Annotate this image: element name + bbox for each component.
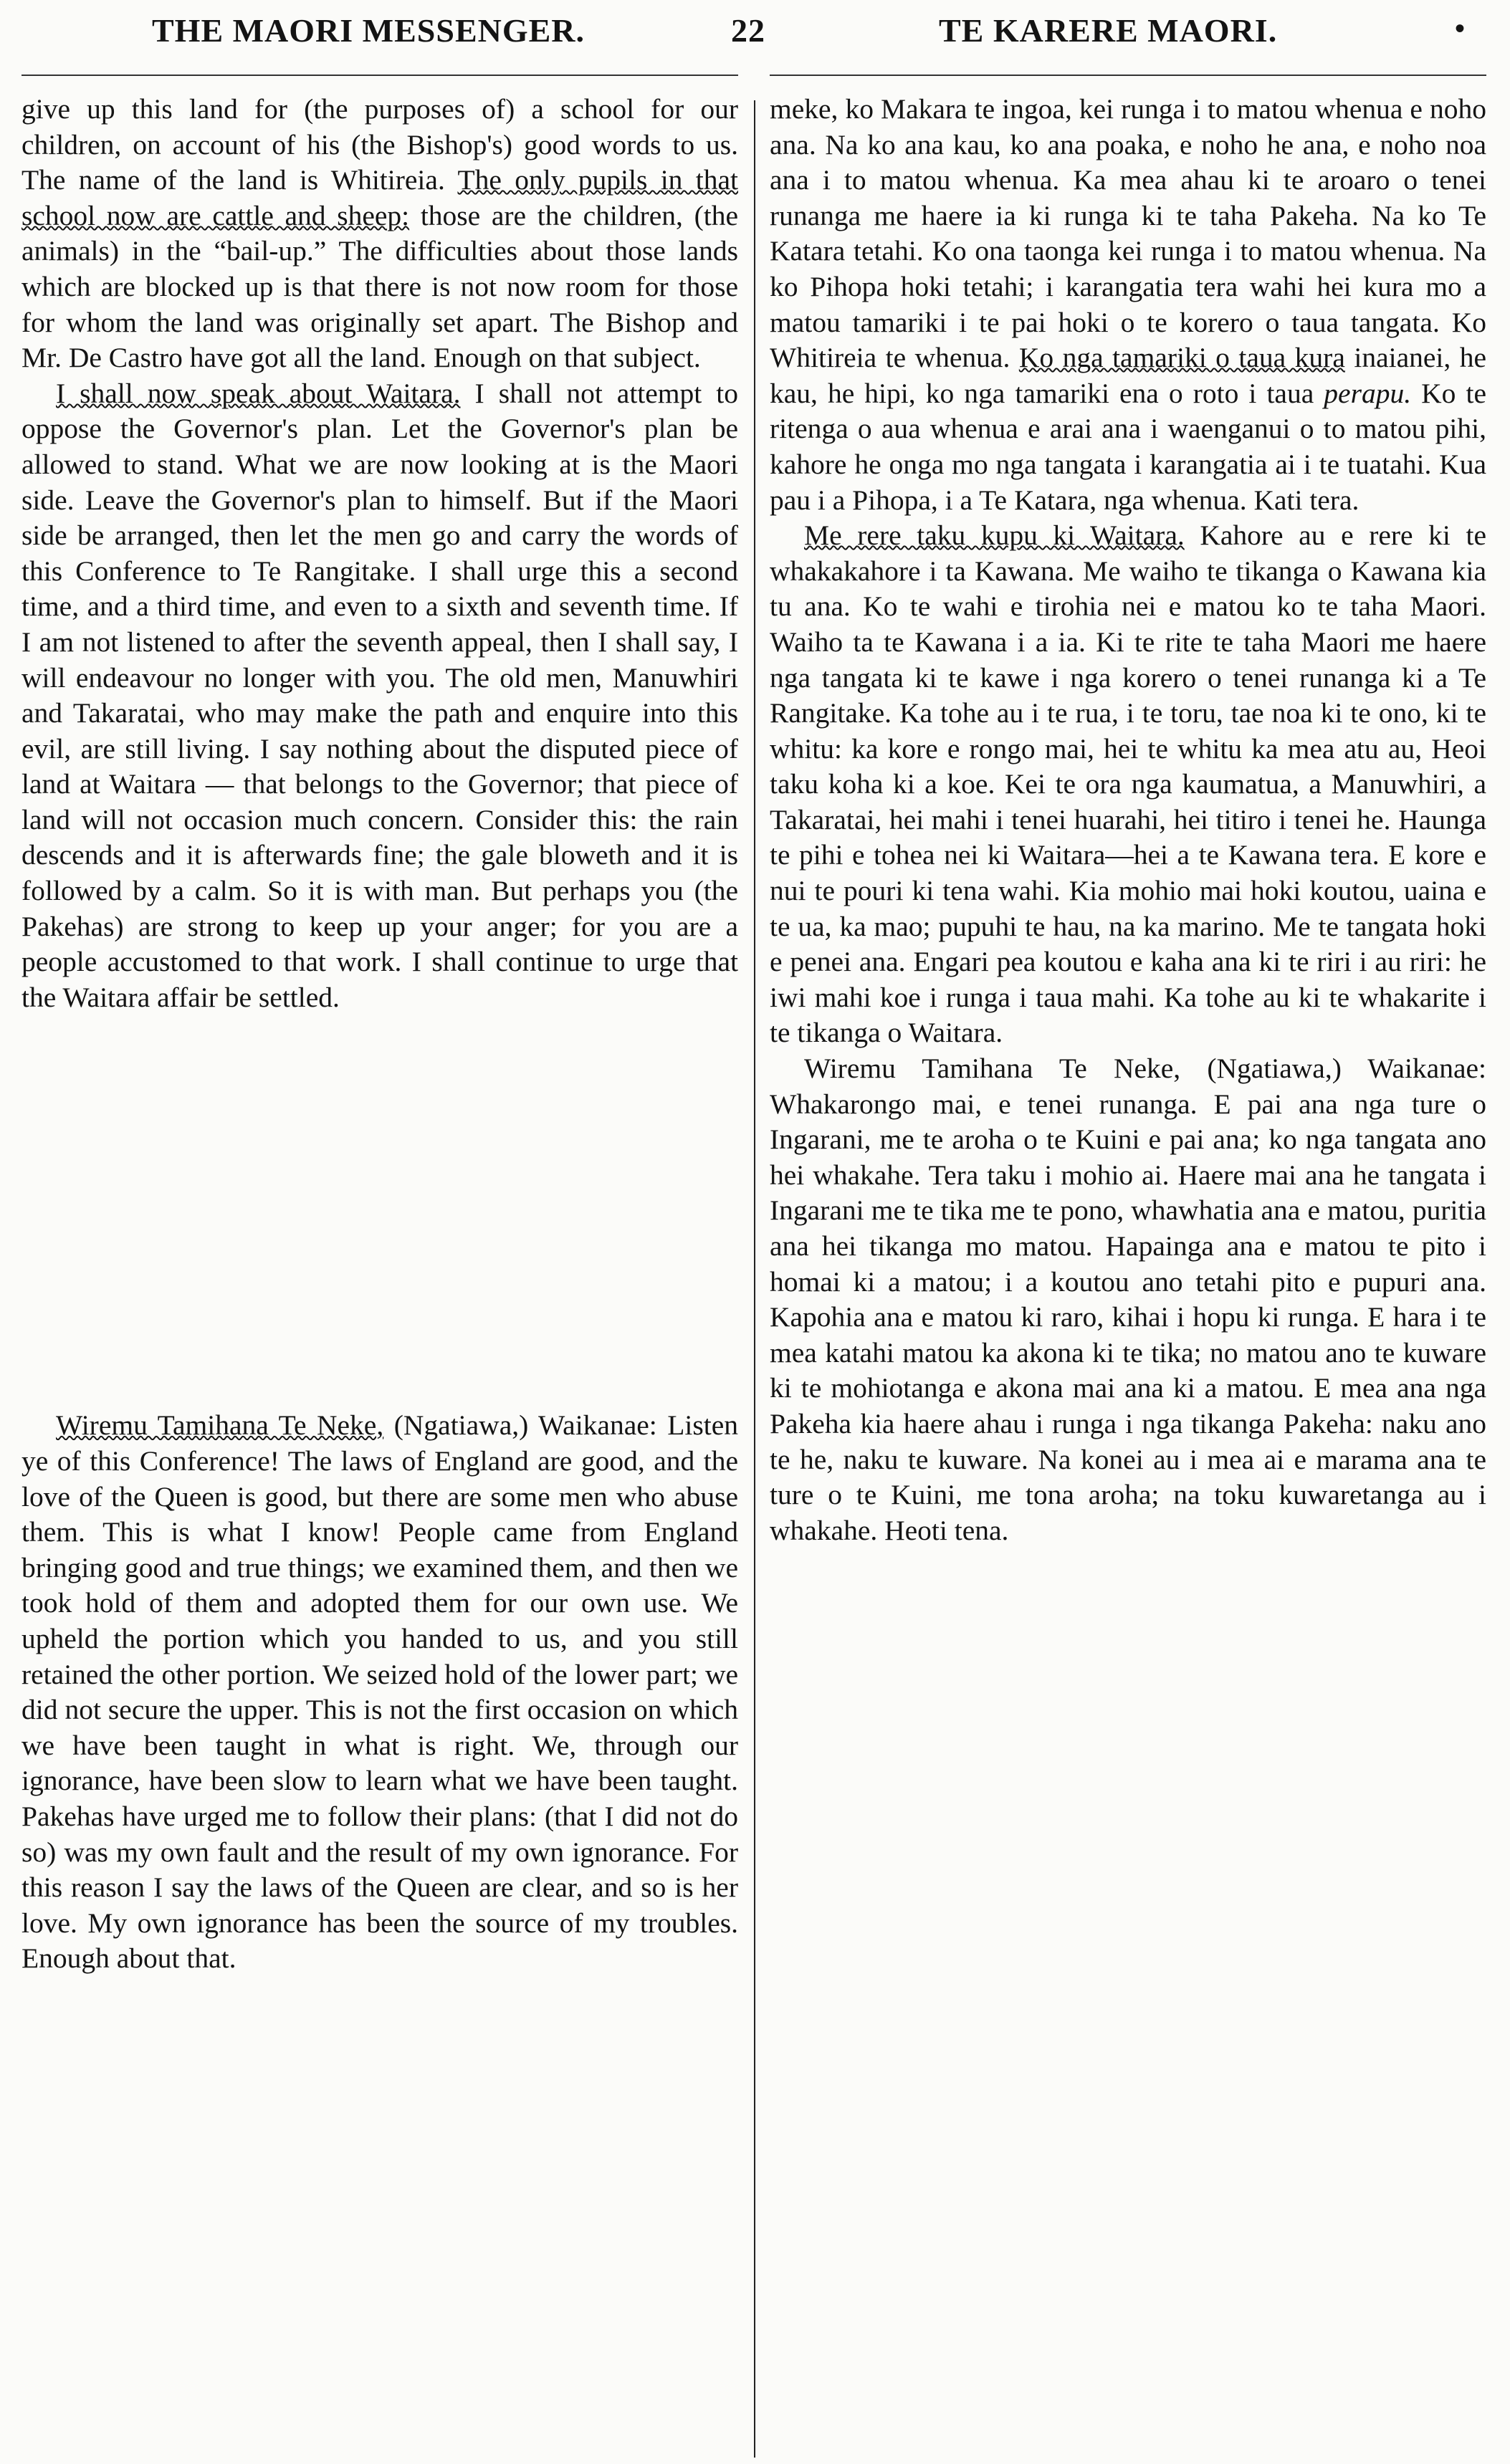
italic-word: perapu. xyxy=(1324,377,1412,409)
english-paragraph-te-neke: Wiremu Tamihana Te Neke, (Ngatiawa,) Waikanae: Listen ye of this Conference! The laws of England are good, and the love of the Queen is good, but there are some men who abuse them. This is what I know! People came from England bringing good and true things; we examined them, and then we took hold of them and adopted them for our own use. We upheld the portion which you handed to us, and you still retained the other portion. We seized hold of the lower part; we did not secure the upper. This is not the first occasion on which we have been taught in what is right. We, through our ignorance, have been slow to learn what we have been taught. Pakehas have urged me to follow their plans: (that I did not do so) was my own fault and the result of my own ignorance. For this reason I say the laws of the Queen are clear, and so is her love. My own ignorance has been the source of my troubles. Enough about that. xyxy=(21,1409,738,1975)
speaker-name: Wiremu Tamihana Te Neke, xyxy=(804,1053,1181,1085)
column-divider xyxy=(754,100,755,2458)
page-header xyxy=(0,6,1510,63)
speaker-name: Wiremu Tamihana Te Neke, xyxy=(56,1409,384,1442)
underlined-phrase: Me rere taku kupu ki Waitara. xyxy=(804,519,1185,552)
maori-masthead: TE KARERE MAORI. xyxy=(939,12,1278,49)
maori-paragraph-waitara: Me rere taku kupu ki Waitara. Kahore au e rere ki te whakakahore i ta Kawana. Me waiho te tikanga o Kawana kia tu ana. Ko te wahi e tirohia nei e matou ko te taha Maori. Waiho ta te Kawana i a ia. Ki te rite te taha Maori me haere nga tangata ki te kawe i nga korero o tenei runanga ki a Te Rangitake. Ka tohe au i te rua, i te toru, tae noa ki te ono, ki te whitu: ka kore e rongo mai, hei te whitu ka mea atu au, Heoi taku koha ki a koe. Kei te ora nga kaumatua, a Manuwhiri, a Takaratai, hei mahi i tenei huarahi, hei titiro i tenei he. Haunga te pihi e tohea nei ki Waitara—hei a te Kawana tera. E kore e nui te pouri ki tena wahi. Kia mohio mai hoki koutou, uaina e te ua, ka mao; pupuhi te hau, na ka marino. Me te tangata hoki e penei ana. Engari pea koutou e kaha ana ki te riri i au riri: he iwi mahi koe i runga i taua mahi. Ka tohe au ki te whakarite i te tikanga o Waitara. xyxy=(770,519,1486,1049)
english-paragraph-waitara: I shall now speak about Waitara. I shall not attempt to oppose the Governor's plan. Let the Governor's plan be allowed to stand. What we are now looking at is the Maori side. Leave the Governor's plan to himself. But if the Maori side be arranged, then let the men go and carry the words of this Conference to Te Rangitake. I shall urge this a second time, and a third time, and even to a sixth and seventh time. If I am not listened to after the seventh appeal, then I shall say, I will endeavour no longer with you. The old men, Manuwhiri and Takaratai, who may make the path and enquire into this evil, are still living. I say nothing about the disputed piece of land at Waitara — that belongs to the Governor; that piece of land will not occasion much concern. Consider this: the rain descends and it is afterwards fine; the gale bloweth and it is followed by a calm. So it is with man. But perhaps you (the Pakehas) are strong to keep up your anger; for you are a people accustomed to that work. I shall continue to urge that the Waitara affair be settled. xyxy=(21,377,738,1013)
maori-column xyxy=(770,92,1486,1548)
header-rule-left xyxy=(21,75,738,76)
english-masthead: THE MAORI MESSENGER. xyxy=(152,12,586,49)
underlined-phrase: The only pupils in that school now are cattle and sheep: xyxy=(21,164,738,231)
underlined-phrase: Ko nga tamariki o taua kura xyxy=(1018,342,1345,374)
maori-paragraph-whitireia: meke, ko Makara te ingoa, kei runga i to matou whenua e noho ana. Na ko ana kau, ko ana poaka, e noho he ana, e noho noa ana i to matou whenua. Ka mea ahau ki te aroaro o tenei runanga me haere ia ki runga ki te taha Pakeha. Na ko Te Katara tetahi. Ko ona taonga kei runga i to matou whenua. Na ko Pihopa hoki tetahi; i karangatia tera wahi hei kura mo a matou tamariki i te pai hoki o te korero o taua tangata. Ko Whitireia te whenua. Ko nga tamariki o taua kura inaianei, he kau, he hipi, ko nga tamariki ena o roto i taua perapu. Ko te ritenga o aua whenua e arai ana i waenganui o to matou pihi, kahore he onga mo nga tangata i karangatia ai i te tuatahi. Kua pau i a Pihopa, i a Te Katara, nga whenua. Kati tera. xyxy=(770,93,1486,516)
maori-paragraph-te-neke: Wiremu Tamihana Te Neke, (Ngatiawa,) Waikanae: Whakarongo mai, e tenei runanga. E pai ana nga ture o Ingarani, me te aroha o te Kuini e pai ana; ko nga tangata ano hei whakahe. Tera taku i mohio ai. Haere mai ana he tangata i Ingarani me te tika me te pono, whawhatia ana e matou, puritia ana hei tikanga mo matou. Hapainga ana e matou te pito i homai ki a matou; i a koutou ano tetahi pito e pupuri ana. Kapohia ana e matou ki raro, kihai i hopu ki runga. E hara i te mea katahi matou ka akona ki te tika; no matou ano te kuware ki te mohiotanga e akona mai ana ki a matou. E mea ana nga Pakeha kia haere ahau i runga i nga tikanga Pakeha: naku ano te he, naku te kuware. Na konei au i mea ai e marama ana te ture o te Kuini, me tona aroha; na toku kuwaretanga au i whakahe. Heoti tena. xyxy=(770,1053,1486,1546)
printer-mark: • xyxy=(1455,12,1466,44)
english-column xyxy=(21,92,738,1977)
english-paragraph-whitireia: give up this land for (the purposes of) a school for our children, on account of his (the Bishop's) good words to us. The name of the land is Whitireia. The only pupils in that school now are cattle and sheep: those are the children, (the animals) in the “bail-up.” The difficulties about those lands which are blocked up is that there is not now room for those for whom the land was originally set apart. The Bishop and Mr. De Castro have got all the land. Enough on that subject. xyxy=(21,93,739,374)
underlined-phrase: I shall now speak about Waitara. xyxy=(56,377,461,409)
header-rule-right xyxy=(770,75,1486,76)
page-number: 22 xyxy=(731,12,765,49)
